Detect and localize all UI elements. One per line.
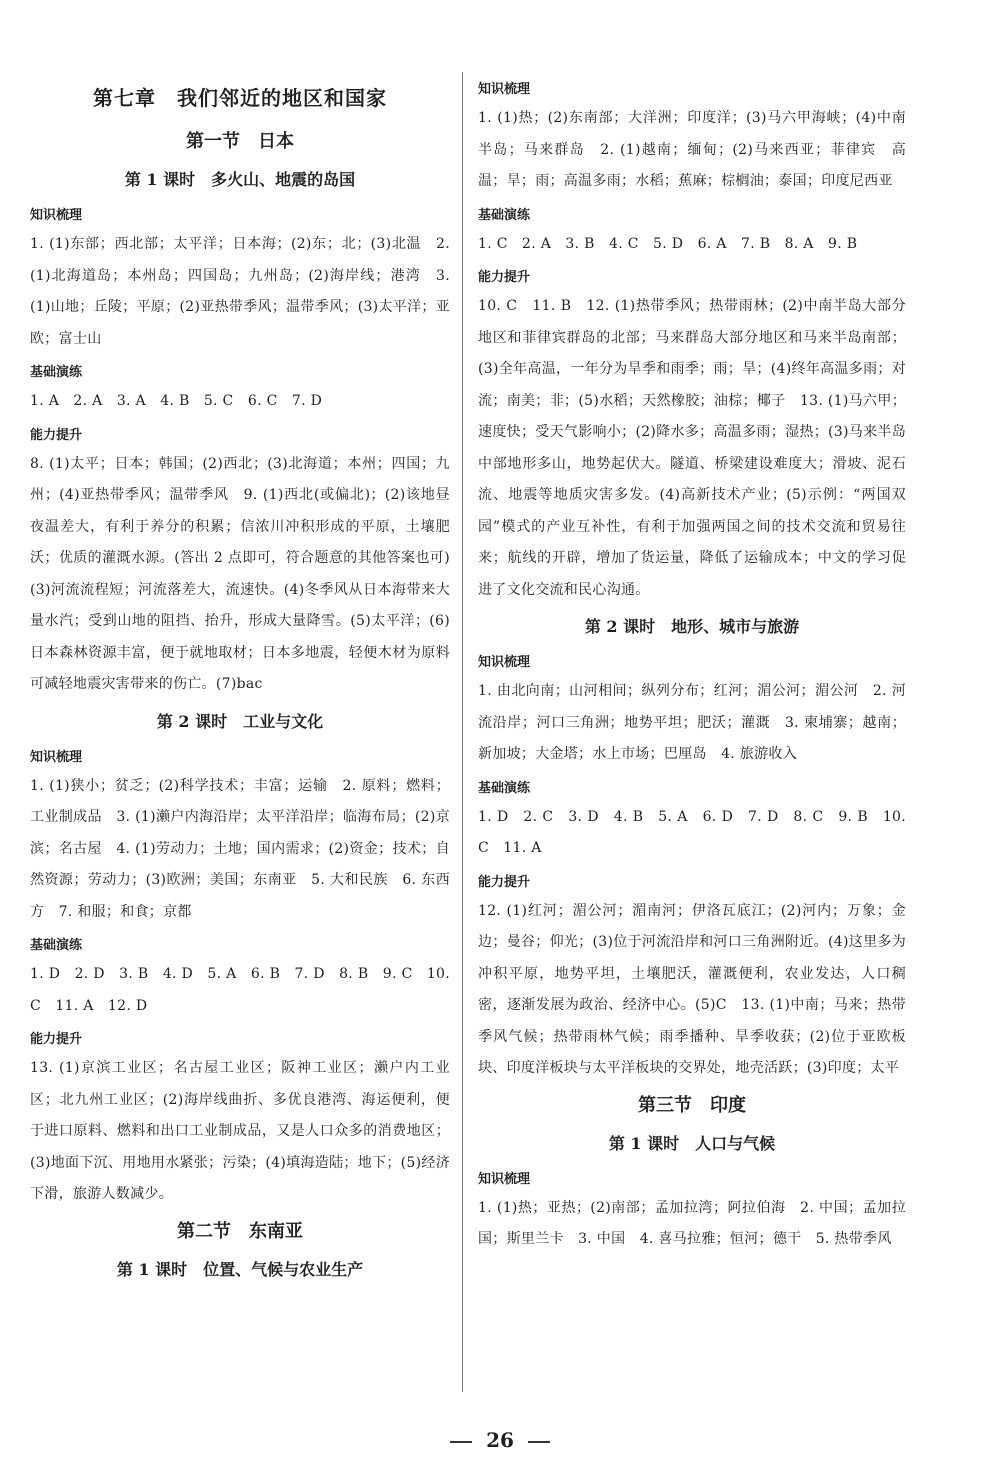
knowledge-label: 知识梳理 xyxy=(30,208,83,223)
answer-paragraph: 1. D 2. D 3. B 4. D 5. A 6. B 7. D 8. B 9. C 10. C 11. A 12. D xyxy=(30,966,450,1014)
answer-paragraph: 12. (1)红河；湄公河；湄南河；伊洛瓦底江；(2)河内；万象；金边；曼谷；仰光；(3)位于河流沿岸和河口三角洲附近。(4)这里多为冲积平原，地势平坦，土壤肥沃，灌溉便利，农业发达，人口稠密，逐渐发展为政治、经济中心。(5)C 13. (1)中南；马来；热带季风气候；热带雨林气候；雨季播种、旱季收获；(2)位于亚欧板块、印度洋板块与太平洋板块的交界处，地壳活跃；(3)印度；太平 xyxy=(478,902,906,1076)
answer-paragraph: 1. D 2. C 3. D 4. B 5. A 6. D 7. D 8. C 9. B 10. C 11. A xyxy=(478,808,906,856)
answer-paragraph: 13. (1)京滨工业区；名古屋工业区；阪神工业区；濑户内工业区；北九州工业区；(2)海岸线曲折、多优良港湾、海运便利，便于进口原料、燃料和出口工业制成品，又是人口众多的消费地区；(3)地面下沉、用地用水紧张；污染；(4)填海造陆；地下；(5)经济下滑，旅游人数减少。 xyxy=(30,1060,450,1202)
answer-paragraph: 1. (1)东部；西北部；太平洋；日本海；(2)东；北；(3)北温 2. (1)北海道岛；本州岛；四国岛；九州岛；(2)海岸线；港湾 3. (1)山地；丘陵；平原；(2)亚热带季风；温带季风；(3)太平洋；亚欧；富士山 xyxy=(30,236,450,347)
knowledge-label: 知识梳理 xyxy=(478,82,531,97)
lesson-title: 第 2 课时 工业与文化 xyxy=(156,711,324,731)
page-number: 26 xyxy=(486,1428,514,1452)
ability-label: 能力提升 xyxy=(478,270,531,285)
answer-paragraph: 1. (1)热；亚热；(2)南部；孟加拉湾；阿拉伯海 2. 中国；孟加拉国；斯里兰卡 3. 中国 4. 喜马拉雅；恒河；德干 5. 热带季风 xyxy=(478,1199,906,1247)
left-column xyxy=(30,72,450,1294)
lesson-title: 第 1 课时 人口与气候 xyxy=(608,1133,776,1153)
ability-label: 能力提升 xyxy=(30,1032,83,1047)
section-title: 第二节 东南亚 xyxy=(177,1220,303,1242)
answer-paragraph: 1. C 2. A 3. B 4. C 5. D 6. A 7. B 8. A 9. B xyxy=(478,235,858,252)
chapter-title: 第七章 我们邻近的地区和国家 xyxy=(93,86,387,110)
answer-paragraph: 10. C 11. B 12. (1)热带季风；热带雨林；(2)中南半岛大部分地区和菲律宾群岛的北部；马来群岛大部分地区和马来半岛南部；(3)全年高温，一年分为旱季和雨季；雨；旱；(4)终年高温多雨；对流；南美；非；(5)水稻；天然橡胶；油棕；椰子 13. (1)马六甲；速度快；受天气影响小；(2)降水多；高温多雨；湿热；(3)马来半岛中部地形多山，地势起伏大。隧道、桥梁建设难度大；滑坡、泥石流、地震等地质灾害多发。(4)高新技术产业；(5)示例：“两国双园”模式的产业互补性，有利于加强两国之间的技术交流和贸易往来；航线的开辟，增加了货运量，降低了运输成本；中文的学习促进了文化交流和民心沟通。 xyxy=(478,298,907,598)
knowledge-label: 知识梳理 xyxy=(478,1171,531,1187)
answer-paragraph: 1. (1)狭小；贫乏；(2)科学技术；丰富；运输 2. 原料；燃料；工业制成品 3. (1)濑户内海沿岸；太平洋沿岸；临海布局；(2)京滨；名古屋 4. (1)劳动力；土地；国内需求；(2)资金；技术；自然资源；劳动力；(3)欧洲；美国；东南亚 5. 大和民族 6. 东西方 7. 和服；和食；京都 xyxy=(30,777,450,920)
basic-practice-label: 基础演练 xyxy=(478,207,531,223)
column-divider xyxy=(462,72,463,1392)
ability-label: 能力提升 xyxy=(30,427,83,443)
right-column xyxy=(478,72,906,1260)
answer-paragraph: 1. A 2. A 3. A 4. B 5. C 6. C 7. D xyxy=(30,393,323,409)
basic-practice-label: 基础演练 xyxy=(478,780,531,796)
answer-paragraph: 1. 由北向南；山河相间；纵列分布；红河；湄公河；湄公河 2. 河流沿岸；河口三角洲；地势平坦；肥沃；灌溉 3. 柬埔寨；越南；新加坡；大金塔；水上市场；巴厘岛 4. 旅游收入 xyxy=(478,683,906,762)
ability-label: 能力提升 xyxy=(478,874,531,890)
lesson-title: 第 1 课时 位置、气候与农业生产 xyxy=(116,1259,364,1279)
answer-paragraph: 1. (1)热；(2)东南部；大洋洲；印度洋；(3)马六甲海峡；(4)中南半岛；马来群岛 2. (1)越南；缅甸；(2)马来西亚；菲律宾 高温；旱；雨；高温多雨；水稻；蕉麻；棕榈油；泰国；印度尼西亚 xyxy=(478,110,906,189)
knowledge-label: 知识梳理 xyxy=(30,749,83,765)
knowledge-label: 知识梳理 xyxy=(478,655,531,670)
basic-practice-label: 基础演练 xyxy=(30,938,83,953)
lesson-title: 第 1 课时 多火山、地震的岛国 xyxy=(124,170,356,189)
dash-left xyxy=(450,1441,472,1443)
lesson-title: 第 2 课时 地形、城市与旅游 xyxy=(584,617,800,636)
section-title: 第三节 印度 xyxy=(638,1094,746,1116)
page-number-footer xyxy=(0,1428,1000,1452)
basic-practice-label: 基础演练 xyxy=(30,365,83,380)
dash-right xyxy=(528,1441,550,1443)
section-title: 第一节 日本 xyxy=(186,131,294,152)
answer-paragraph: 8. (1)太平；日本；韩国；(2)西北；(3)北海道；本州；四国；九州；(4)亚热带季风；温带季风 9. (1)西北(或偏北)；(2)该地昼夜温差大，有利于养分的积累；信浓川冲积形成的平原，土壤肥沃；优质的灌溉水源。(答出 2 点即可，符合题意的其他答案也可)(3)河流流程短；河流落差大，流速快。(4)冬季风从日本海带来大量水汽；受到山地的阻挡、抬升，形成大量降雪。(5)太平洋；(6)日本森林资源丰富，便于就地取材；日本多地震，轻便木材为原料可减轻地震灾害带来的伤亡。(7)bac xyxy=(30,455,450,692)
